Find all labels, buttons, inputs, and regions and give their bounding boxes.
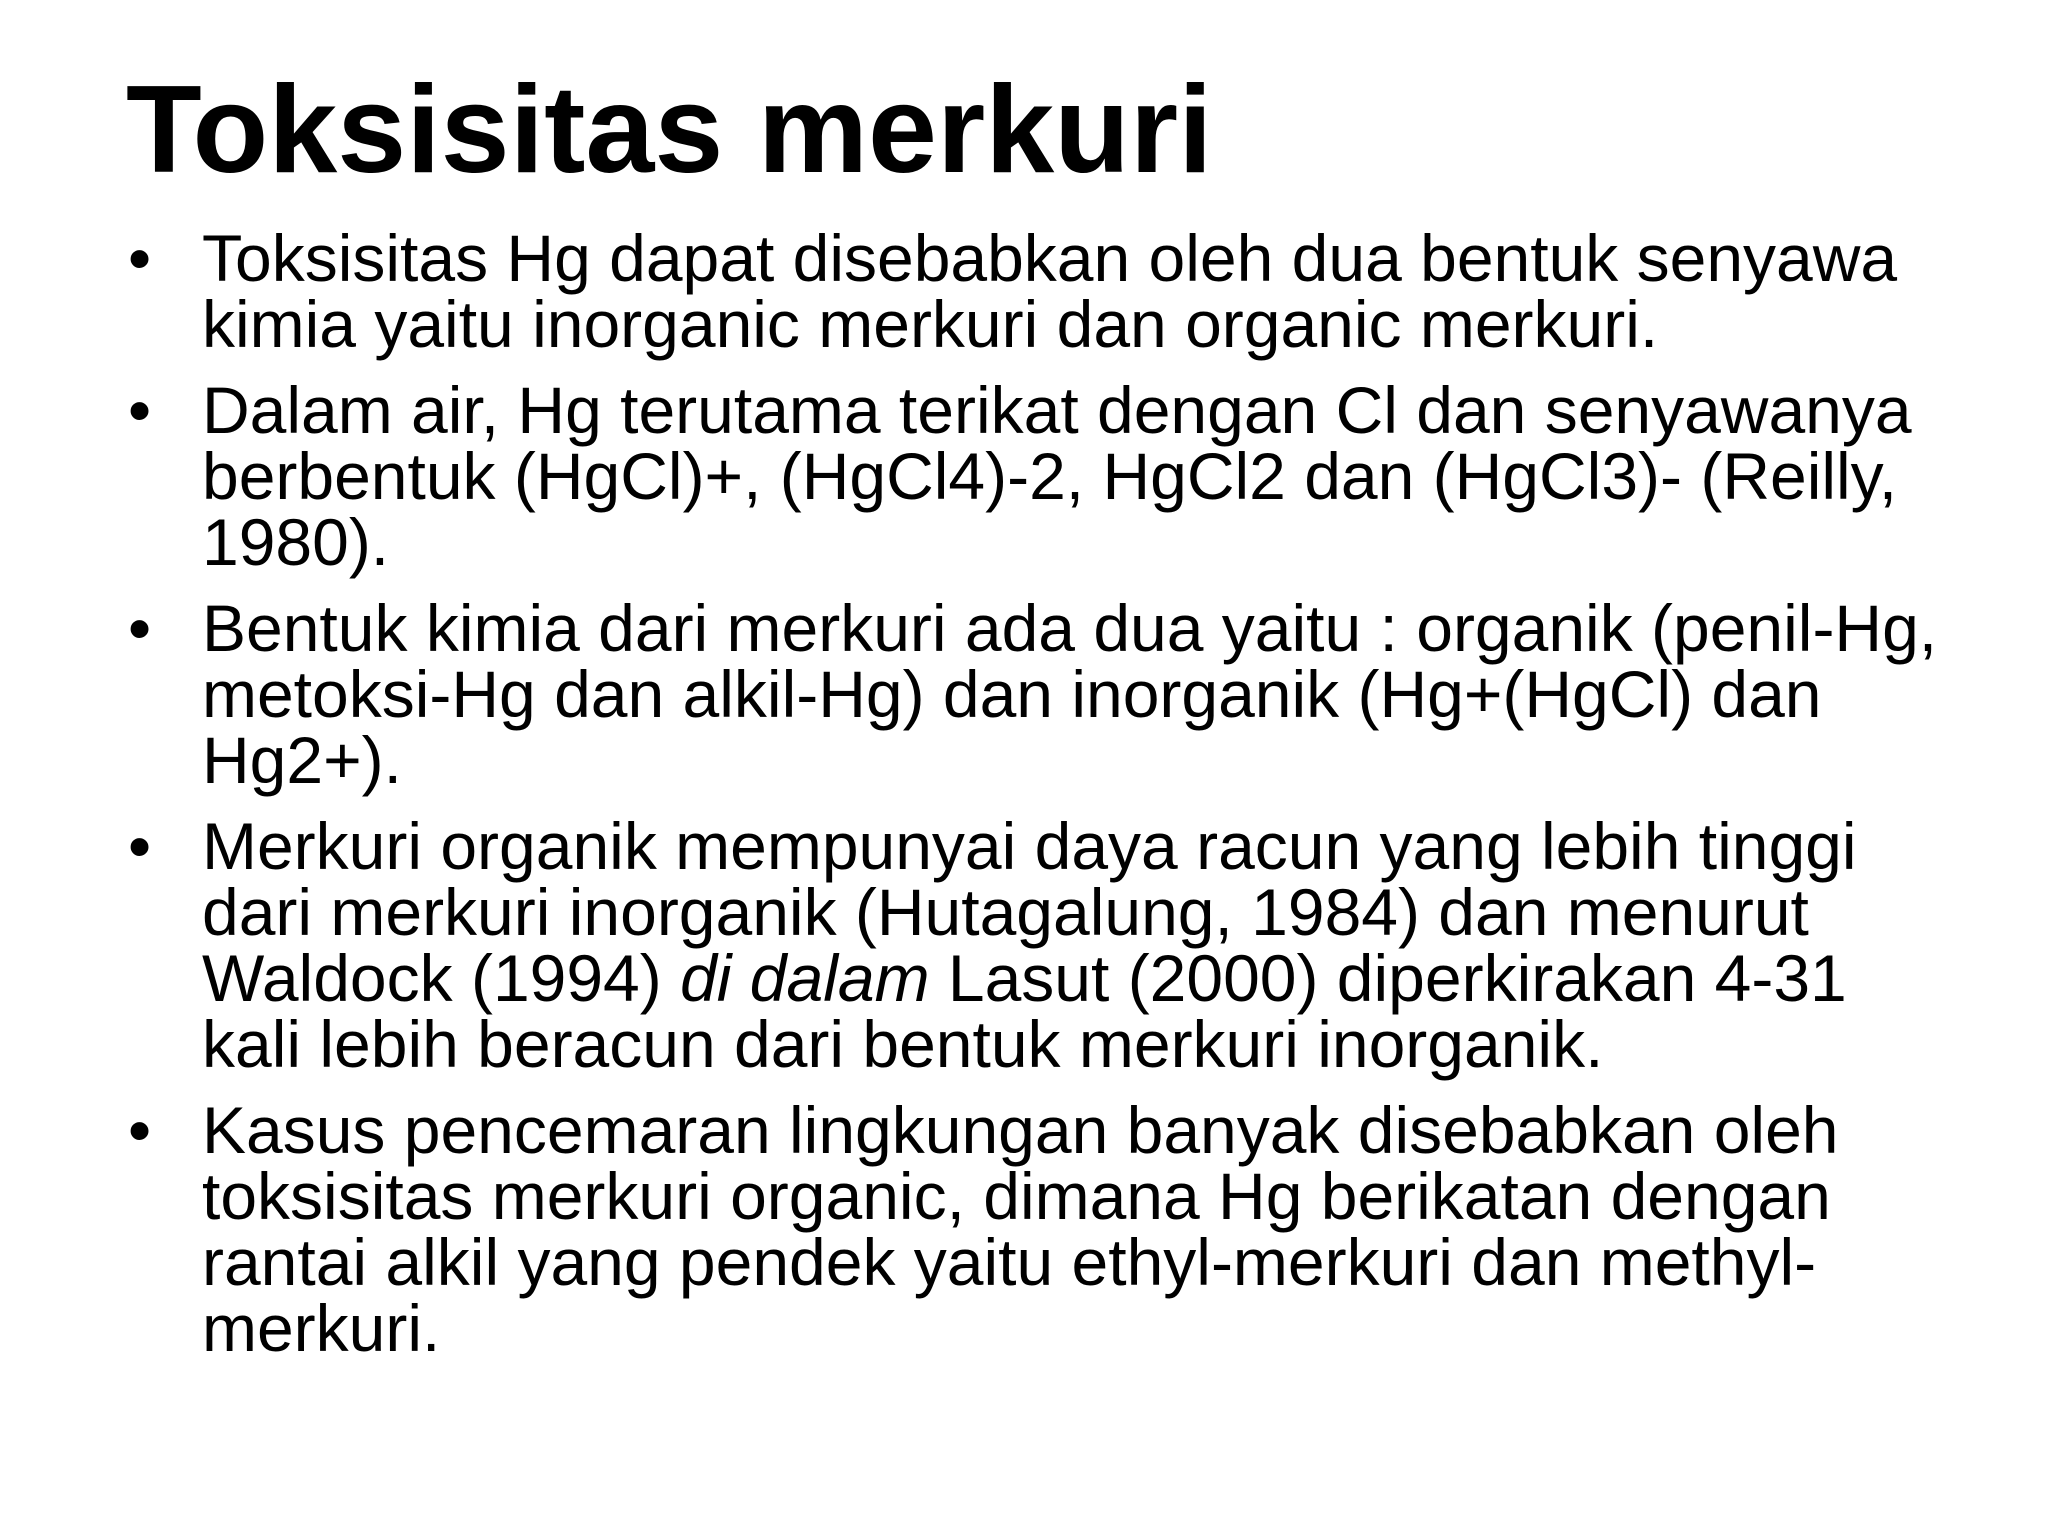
bullet-text: Dalam air, Hg terutama terikat dengan Cl dan senyawanya berbentuk (HgCl)+, (HgCl4)-2, HgCl2 dan (HgCl3)- (Reilly, 1980).: [202, 373, 1912, 579]
bullet-marker: •: [128, 373, 152, 447]
bullet-text-part: Lasut (2000) diperkirakan 4-31 kali lebih beracun dari bentuk merkuri inorganik.: [202, 941, 1847, 1081]
bullet-item: [120, 1093, 1960, 1365]
bullet-marker: •: [128, 221, 152, 295]
bullet-text-italic: di dalam: [680, 941, 930, 1015]
bullet-list: [120, 221, 1960, 1381]
slide-title: Toksisitas merkuri: [126, 61, 1213, 199]
bullet-text: Toksisitas Hg dapat disebabkan oleh dua bentuk senyawa kimia yaitu inorganic merkuri dan organic merkuri.: [202, 221, 1898, 361]
bullet-text: Kasus pencemaran lingkungan banyak disebabkan oleh toksisitas merkuri organic, dimana Hg berikatan dengan rantai alkil yang pendek yaitu ethyl-merkuri dan methyl-merkuri.: [202, 1093, 1839, 1365]
bullet-text: Bentuk kimia dari merkuri ada dua yaitu : organik (penil-Hg, metoksi-Hg dan alkil-Hg) dan inorganik (Hg+(HgCl) dan Hg2+).: [202, 591, 1938, 797]
bullet-item: [120, 591, 1960, 797]
bullet-item: [120, 221, 1960, 361]
bullet-marker: •: [128, 591, 152, 665]
bullet-item: [120, 373, 1960, 579]
bullet-text: [202, 809, 1857, 1081]
bullet-item: [120, 809, 1960, 1081]
bullet-marker: •: [128, 1093, 152, 1167]
bullet-marker: •: [128, 809, 152, 883]
bullet-text-part: Merkuri organik mempunyai daya racun yang lebih tinggi dari merkuri inorganik (Hutagalung, 1984) dan menurut Waldock (1994): [202, 809, 1857, 1015]
